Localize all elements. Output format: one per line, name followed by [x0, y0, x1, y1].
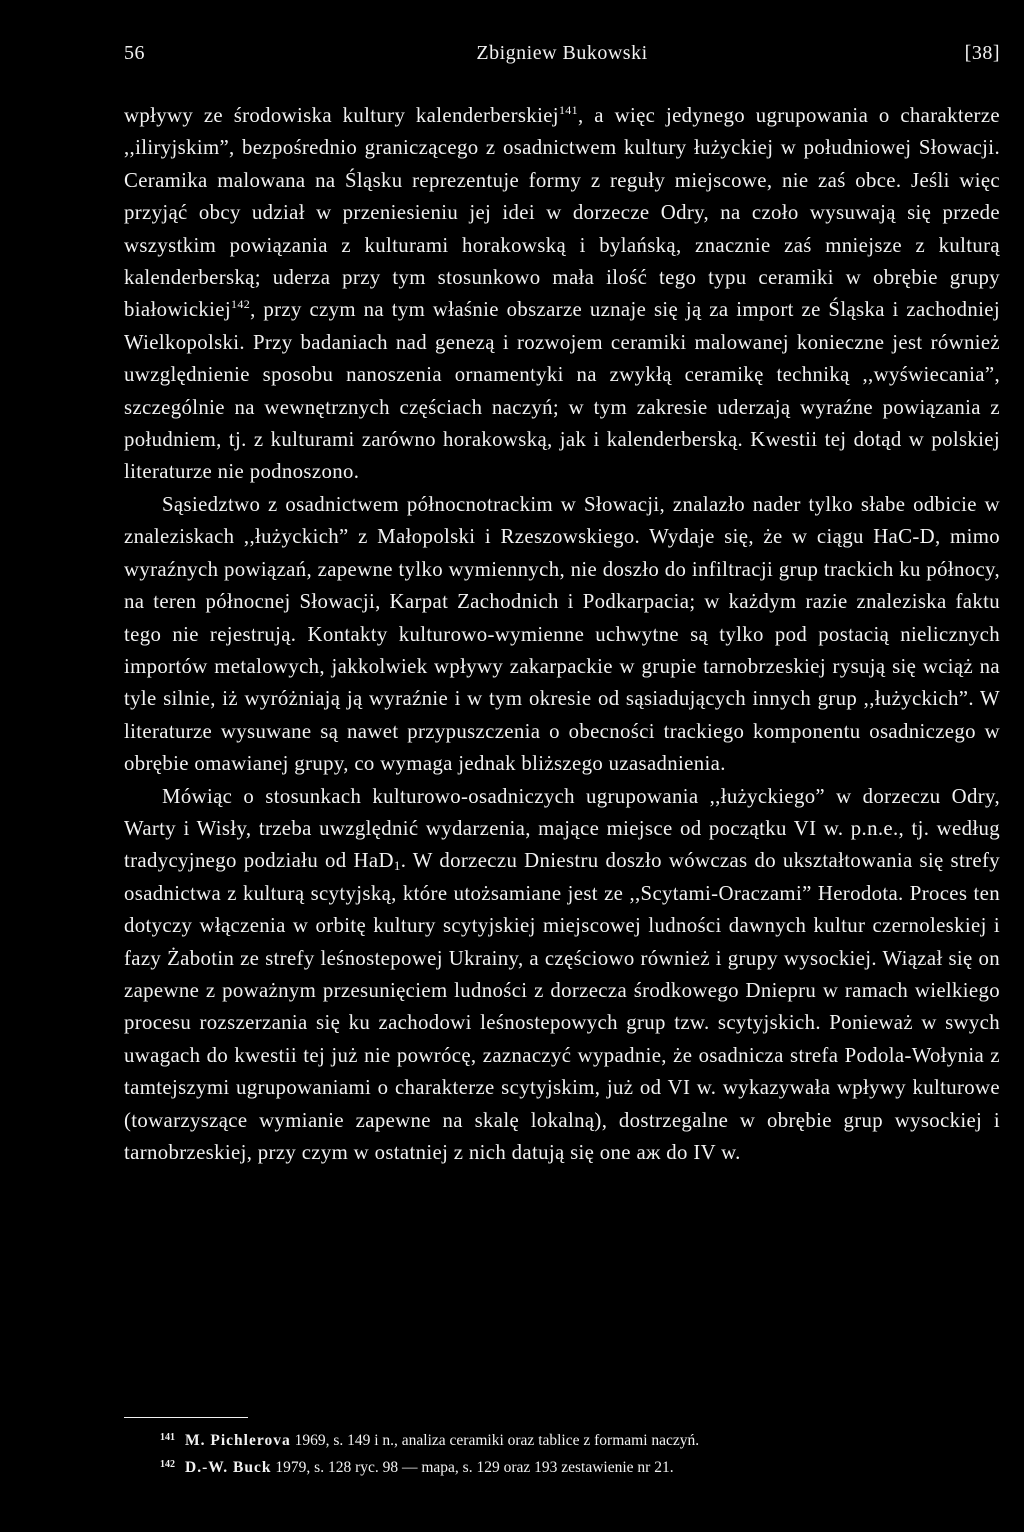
- running-author: Zbigniew Bukowski: [476, 42, 648, 64]
- footnote: [160, 1453, 1000, 1480]
- subscript: 1: [393, 858, 401, 874]
- body-text: [124, 100, 1000, 1169]
- paragraph-text: , przy czym na tym właśnie obszarze uznaje się ją za import ze Śląska i zachodniej Wielkopolski. Przy badaniach nad genezą i rozwojem ceramiki malowanej konieczne jest również uwzględnienie sposobu nanoszenia ornamentyki na zwykłą ceramikę techniką ,,wyświecania”, szczególnie na wewnętrznych częściach naczyń; w tym zakresie uderzają wyraźne powiązania z południem, tj. z kulturami zarówno horakowską, jak i kalenderberską. Kwestii tej dotąd w polskiej literaturze nie podnoszono.: [124, 298, 1000, 484]
- page-number: 56: [124, 42, 145, 64]
- section-number: [38]: [964, 42, 1000, 64]
- paragraph: [124, 489, 1000, 781]
- footnote-text: 1979, s. 128 ryc. 98 — mapa, s. 129 oraz 193 zestawienie nr 21.: [271, 1459, 674, 1476]
- paragraph-text: . W dorzeczu Dniestru doszło wówczas do ukształtowania się strefy osadnictwa z kulturą scytyjską, które utożsamiane jest ze ,,Scytami-Oraczami” Herodota. Proces ten dotyczy włączenia w orbitę kultury scytyjskiej miejscowej ludności dawnych kultur czernoleskiej i fazy Żabotin ze strefy leśnostepowej Ukrainy, a częściowo również i grupy wysockiej. Wiązał się on zapewne z poważnym przesunięciem ludności z dorzecza środkowego Dniepru w ramach wielkiego procesu rozszerzania się ku zachodowi leśnostepowych grup tzw. scytyjskich. Ponieważ w swych uwagach do kwestii tej już nie powrócę, zaznaczyć wypadnie, że osadnicza strefa Podola-Wołynia z tamtejszymi ugrupowaniami o charakterze scytyjskim, już od VI w. wykazywała wpływy kulturowe (towarzyszące wymianie zapewne na skalę lokalną), dostrzegalne w obrębie grup wysockiej i tarnobrzeskiej, przy czym w ostatniej z nich datują się one aж do IV w.: [124, 849, 1001, 1164]
- footnote-author: M. Pichlerova: [185, 1432, 291, 1449]
- paragraph-text: Sąsiedztwo z osadnictwem północnotrackim w Słowacji, znalazło nader tylko słabe odbicie w znaleziskach ,,łużyckich” z Małopolski i Rzeszowskiego. Wydaje się, że w ciągu HaC-D, mimo wyraźnych powiązań, zapewne tylko wymiennych, nie doszło do infiltracji grup trackich ku północy, na teren północnej Słowacji, Karpat Zachodnich i Podkarpacia; w każdym razie znaleziska faktu tego nie rejestrują. Kontakty kulturowo-wymienne uchwytne są tylko pod postacią nielicznych importów metalowych, jakkolwiek wpływy zakarpackie w grupie tarnobrzeskiej rysują się wciąż na tyle silnie, iż wyróżniają ją wyraźnie i w tym okresie od sąsiadujących innych grup ,,łużyckich”. W literaturze wysuwane są nawet przypuszczenia o obecności trackiego komponentu osadniczego w obrębie omawianej grupy, co wymaga jednak bliższego uzasadnienia.: [124, 492, 1000, 776]
- footnote-mark: 142: [160, 1459, 175, 1470]
- footnote-reference: 141: [558, 103, 579, 117]
- footnote-mark: 141: [160, 1432, 175, 1443]
- footnote-reference: 142: [231, 297, 251, 312]
- paragraph-text: wpływy ze środowiska kultury kalenderberskiej: [124, 104, 559, 127]
- footnotes: [160, 1426, 1000, 1480]
- footnote-author: D.-W. Buck: [185, 1459, 272, 1476]
- running-header: [124, 42, 1000, 74]
- footnote-text: 1969, s. 149 i n., analiza ceramiki oraz tablice z formami naczyń.: [290, 1432, 700, 1449]
- paragraph: [124, 781, 1000, 1170]
- footnote: [160, 1426, 1000, 1453]
- footnote-rule: [124, 1417, 248, 1418]
- paragraph-text: Mówiąc o stosunkach kulturowo-osadniczych ugrupowania ,,łużyckiego” w dorzeczu Odry, Warty i Wisły, trzeba uwzględnić wydarzenia, mające miejsce od początku VI w. p.n.e., tj. według tradycyjnego podziału od HaD: [124, 784, 1000, 873]
- paragraph-text: , a więc jedynego ugrupowania o charakterze ,,iliryjskim”, bezpośrednio graniczącego z osadnictwem kultury łużyckiej w południowej Słowacji. Ceramika malowana na Śląsku reprezentuje formy z reguły miejscowe, nie zaś obce. Jeśli więc przyjąć obcy udział w przeniesieniu jej idei w dorzecze Odry, na czoło wysuwają się przede wszystkim powiązania z kulturami horakowską i bylańską, znacznie zaś mniejsze z kulturą kalenderberską; uderza przy tym stosunkowo mała ilość tego typu ceramiki w obrębie grupy białowickiej: [124, 104, 1000, 322]
- paragraph: [124, 100, 1000, 489]
